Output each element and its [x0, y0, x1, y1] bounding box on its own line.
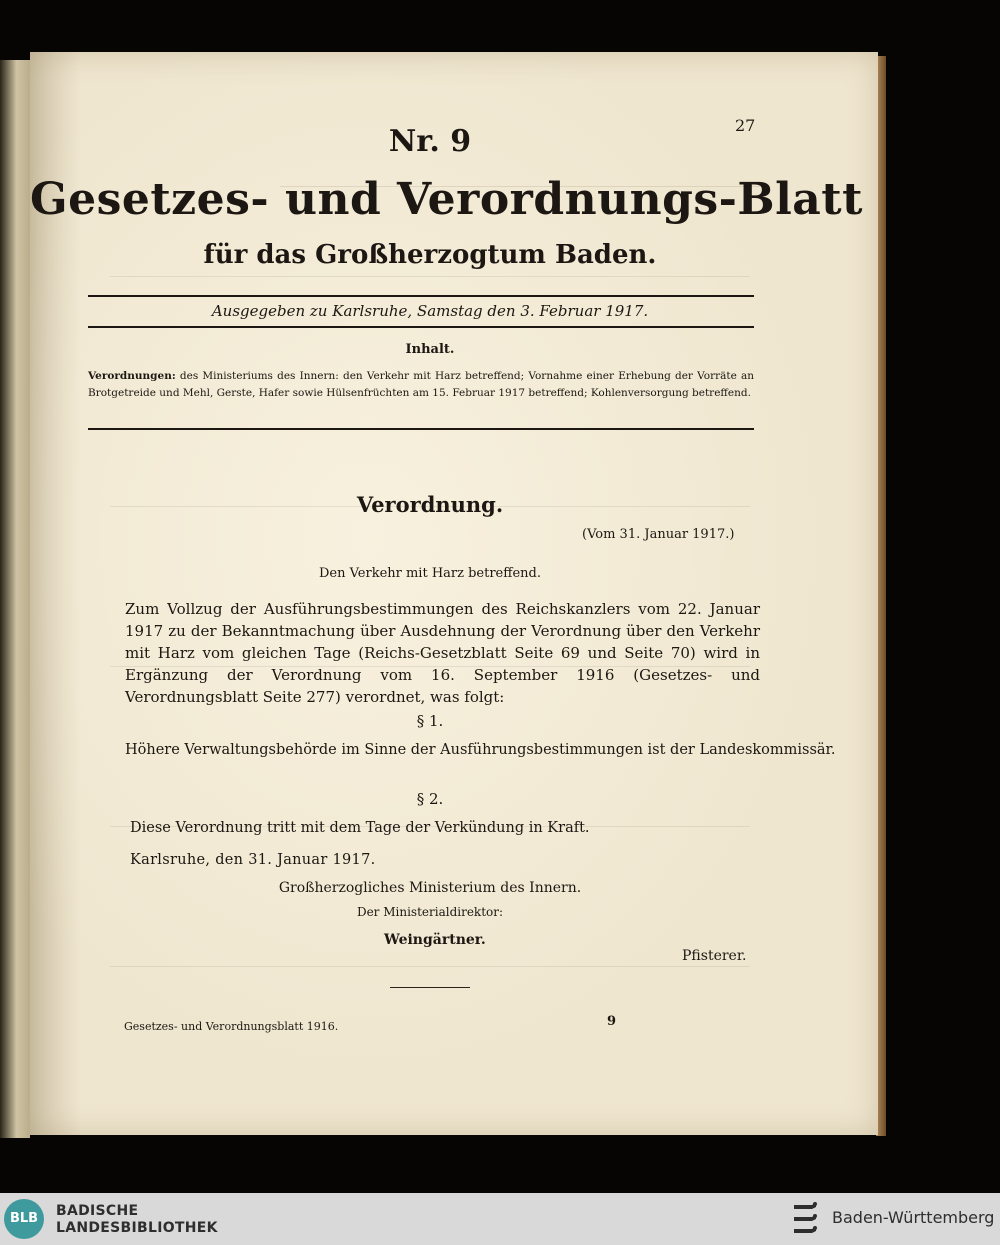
contents-body: des Ministeriums des Innern: den Verkehr mit Harz betreffend; Vornahme einer Erhebung der Vorräte an Brotgetreide und Mehl, Gerste, Hafer sowie Hülsenfrüchten am 15. Februar 1917 betreffend; Kohlenversorgung betreffend. — [88, 370, 755, 399]
page-number: 27 — [735, 116, 756, 135]
library-name-line2: LANDESBIBLIOTHEK — [56, 1220, 218, 1236]
issued-line: Ausgegeben zu Karlsruhe, Samstag den 3. Februar 1917. — [211, 302, 649, 320]
footer-publication: Gesetzes- und Verordnungsblatt 1916. — [124, 1020, 339, 1033]
blb-logo-badge[interactable]: BLB — [4, 1199, 44, 1239]
branding-bar — [0, 1193, 1000, 1245]
lions-coat-of-arms-icon — [790, 1199, 822, 1239]
contents-text — [88, 368, 754, 402]
document-page — [30, 52, 878, 1135]
contents-label: Verordnungen: — [88, 370, 176, 382]
contents-rule — [88, 428, 754, 430]
director-title: Der Ministerialdirektor: — [356, 905, 504, 919]
header-rule-bottom — [88, 326, 754, 328]
ordinance-preamble: Zum Vollzug der Ausführungsbestimmungen des Reichskanzlers vom 22. Januar 1917 zu der Bekanntmachung über Ausdehnung der Verordnung über den Verkehr mit Harz vom gleichen Tage (Reichs-Gesetzblatt Seite 69 und Seite 70) wird in Ergänzung der Verordnung vom 16. September 1916 (Gesetzes- und Verordnungsblatt Seite 277) verordnet, was folgt: — [125, 600, 760, 706]
signer-right: Pfisterer. — [682, 948, 747, 964]
library-name-line1: BADISCHE — [56, 1203, 139, 1219]
paragraph-2-text: Diese Verordnung tritt mit dem Tage der Verkündung in Kraft. — [130, 820, 590, 836]
paragraph-1-text: Höhere Verwaltungsbehörde im Sinne der Ausführungsbestimmungen ist der Landeskommissär. — [125, 742, 836, 758]
place-date: Karlsruhe, den 31. Januar 1917. — [130, 852, 376, 868]
ministry-name: Großherzogliches Ministerium des Innern. — [278, 880, 582, 896]
paragraph-1-number: § 1. — [416, 712, 444, 730]
footer-sheet-number: 9 — [607, 1014, 617, 1029]
ordinance-subject: Den Verkehr mit Harz betreffend. — [318, 566, 542, 581]
document-title: Gesetzes- und Verordnungs-Blatt — [30, 174, 863, 225]
contents-heading: Inhalt. — [405, 342, 455, 357]
issue-number: Nr. 9 — [388, 124, 472, 159]
left-page-edge — [0, 60, 30, 1138]
ordinance-heading: Verordnung. — [356, 492, 504, 517]
header-rule-top — [88, 295, 754, 297]
ordinance-date: (Vom 31. Januar 1917.) — [582, 527, 735, 542]
document-subtitle: für das Großherzogtum Baden. — [203, 240, 657, 270]
signer-left: Weingärtner. — [384, 932, 486, 948]
paragraph-2-number: § 2. — [416, 790, 444, 808]
state-name[interactable]: Baden-Württemberg — [832, 1208, 995, 1227]
signature-rule — [390, 987, 470, 988]
